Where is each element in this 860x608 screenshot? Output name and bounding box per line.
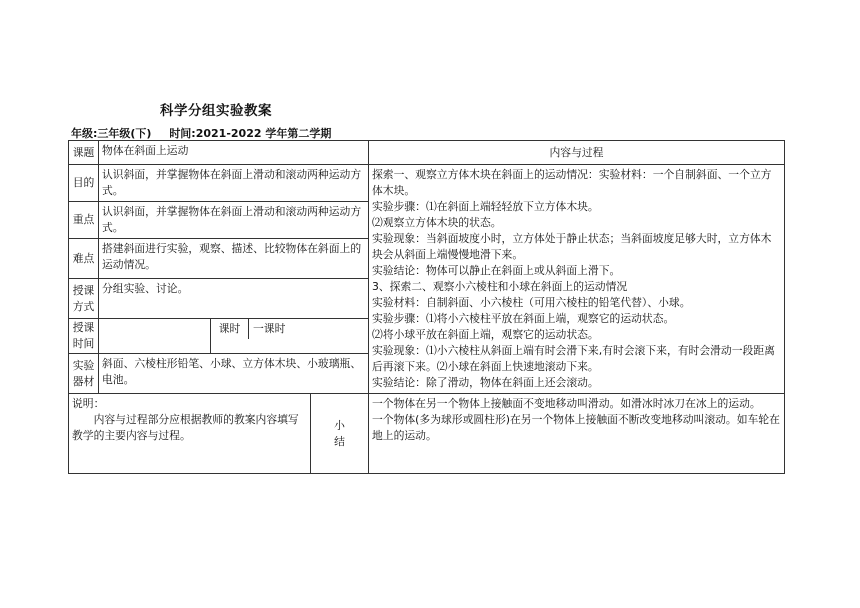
process-line: 实验步骤：⑴在斜面上端轻轻放下立方体木块。 bbox=[372, 200, 599, 213]
process-line: 3、探索二、观察小六棱柱和小球在斜面上的运动情况 bbox=[372, 280, 628, 293]
process-line: 实验结论：物体可以静止在斜面上或从斜面上滑下。 bbox=[372, 264, 621, 277]
materials-label: 实验器材 bbox=[69, 354, 99, 394]
lesson-plan-table bbox=[68, 140, 785, 474]
summary-label-2: 结 bbox=[334, 434, 345, 448]
time-label: 授课时间 bbox=[69, 319, 99, 354]
note-label: 说明： bbox=[72, 397, 105, 410]
semester-text: 时间:2021-2022 学年第二学期 bbox=[169, 127, 332, 140]
note-cell bbox=[69, 394, 311, 474]
process-line: 探索一、观察立方体木块在斜面上的运动情况：实验材料：一个自制斜面、一个立方体木块。 bbox=[372, 168, 772, 197]
topic-value: 物体在斜面上运动 bbox=[99, 141, 369, 165]
materials-value: 斜面、六棱柱形铅笔、小球、立方体木块、小玻璃瓶、电池。 bbox=[99, 354, 369, 394]
difficulty-value: 搭建斜面进行实验，观察、描述、比较物体在斜面上的运动情况。 bbox=[99, 239, 369, 279]
grade-text: 年级:三年级(下) bbox=[71, 127, 152, 140]
goal-value: 认识斜面，并掌握物体在斜面上滑动和滚动两种运动方式。 bbox=[99, 165, 369, 202]
method-value: 分组实验、讨论。 bbox=[99, 279, 369, 319]
content-process-header: 内容与过程 bbox=[369, 141, 785, 165]
period-label: 课时 bbox=[211, 319, 249, 339]
note-text: 内容与过程部分应根据教师的教案内容填写教学的主要内容与过程。 bbox=[72, 413, 299, 442]
summary-line: 一个物体(多为球形或圆柱形)在另一个物体上接触面不断改变地移动叫滚动。如车轮在地上的运动。 bbox=[372, 413, 780, 442]
process-line: 实验现象：当斜面坡度小时，立方体处于静止状态；当斜面坡度足够大时，立方体木块会从斜面上端慢慢地滑下来。 bbox=[372, 232, 772, 261]
process-line: 实验结论：除了滑动，物体在斜面上还会滚动。 bbox=[372, 376, 599, 389]
summary-line: 一个物体在另一个物体上接触面不变地移动叫滑动。如滑冰时冰刀在冰上的运动。 bbox=[372, 397, 761, 410]
goal-label: 目的 bbox=[69, 165, 99, 202]
document-meta bbox=[71, 125, 345, 141]
key-point-value: 认识斜面，并掌握物体在斜面上滑动和滚动两种运动方式。 bbox=[99, 202, 369, 239]
content-process-cell bbox=[369, 165, 785, 394]
period-value: 一课时 bbox=[253, 322, 286, 335]
period-cell bbox=[211, 319, 369, 354]
key-point-label: 重点 bbox=[69, 202, 99, 239]
summary-label-cell bbox=[311, 394, 369, 474]
process-line: 实验步骤：⑴将小六棱柱平放在斜面上端，观察它的运动状态。 bbox=[372, 312, 675, 325]
method-label: 授课方式 bbox=[69, 279, 99, 319]
process-line: ⑵将小球平放在斜面上端，观察它的运动状态。 bbox=[372, 328, 599, 341]
document-title: 科学分组实验教案 bbox=[160, 103, 272, 119]
process-line: 实验材料：自制斜面、小六棱柱（可用六棱柱的铅笔代替）、小球。 bbox=[372, 296, 691, 309]
process-line: ⑵观察立方体木块的状态。 bbox=[372, 216, 502, 229]
time-value bbox=[99, 319, 211, 354]
summary-label-1: 小 bbox=[334, 418, 345, 432]
process-line: 实验现象：⑴小六棱柱从斜面上端有时会滑下来,有时会滚下来，有时会滑动一段距离后再滚下来。⑵小球在斜面上快速地滚动下来。 bbox=[372, 344, 775, 373]
summary-cell bbox=[369, 394, 785, 474]
difficulty-label: 难点 bbox=[69, 239, 99, 279]
topic-label: 课题 bbox=[69, 141, 99, 165]
